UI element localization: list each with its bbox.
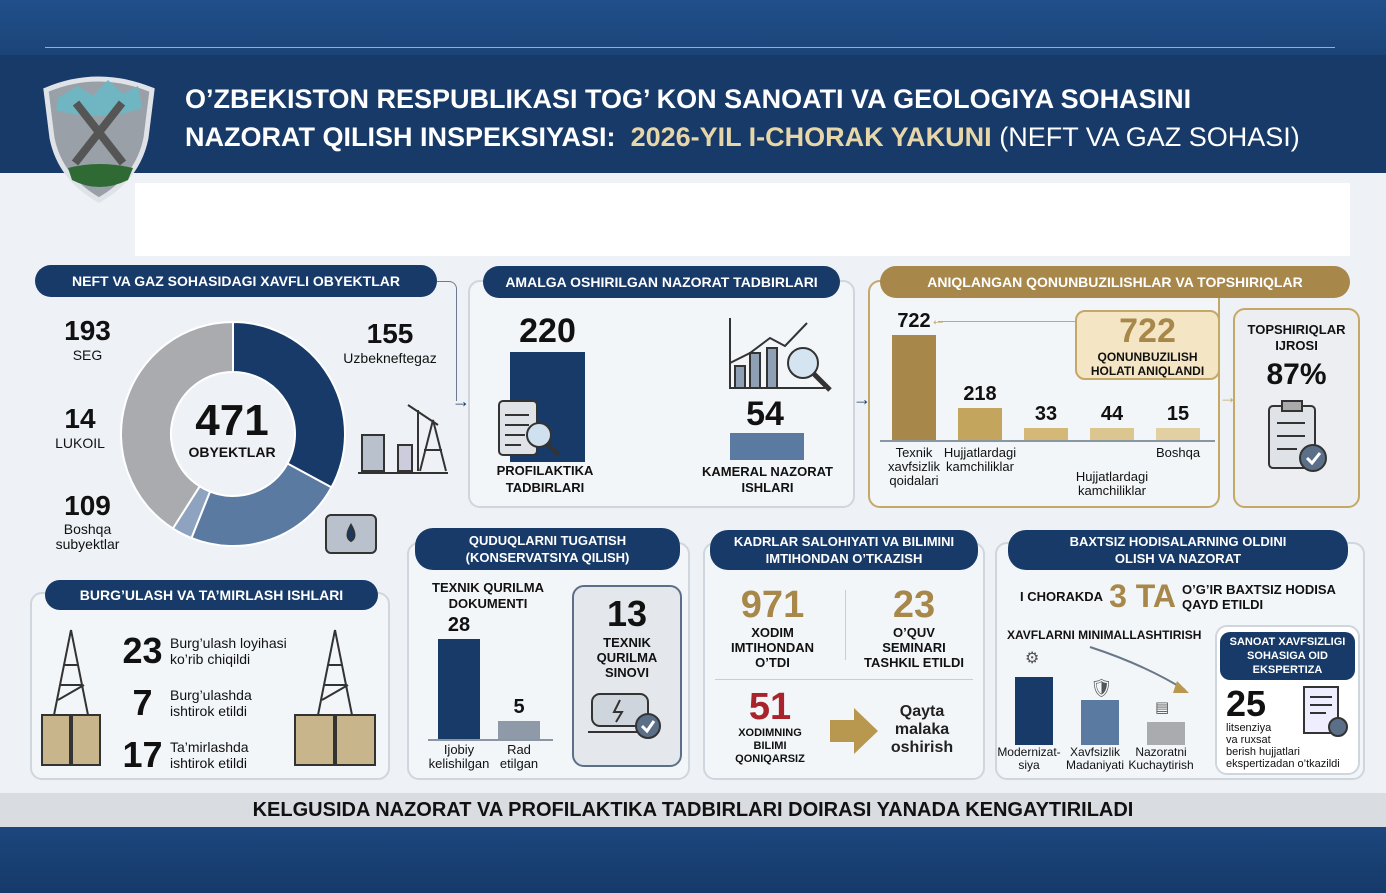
drilling-item-value: 17 bbox=[122, 734, 163, 775]
bar-category-label bbox=[1072, 470, 1152, 498]
violations-title: ANIQLANGAN QONUNBUZILISHLAR VA TOPSHIRIQLAR bbox=[880, 266, 1350, 298]
bar-axis-label: Madaniyati bbox=[1065, 758, 1125, 772]
prof-value: 220 bbox=[519, 312, 576, 350]
bar bbox=[498, 721, 540, 739]
bar-axis-label: Xavfsizlik bbox=[1069, 745, 1120, 759]
device-test-box bbox=[572, 585, 682, 767]
failed-value: 51 bbox=[748, 686, 792, 728]
title-org: NAZORAT QILISH INSPEKSIYASI: bbox=[185, 122, 616, 152]
staff-title-1: KADRLAR SALOHIYATI VA BILIMINI bbox=[733, 534, 955, 549]
accidents-pre: I CHORAKDA bbox=[1020, 589, 1104, 604]
bar-value-label: 5 bbox=[513, 696, 525, 718]
expertise-title-1: SANOAT XAVFSIZLIGI bbox=[1229, 636, 1346, 648]
failed-label-1: XODIMNING bbox=[738, 727, 802, 739]
arrow-right-icon: → bbox=[1219, 387, 1237, 407]
retraining-label-3: oshirish bbox=[890, 739, 954, 756]
donut-center bbox=[172, 398, 292, 460]
kam-bar bbox=[730, 433, 804, 460]
control-title: AMALGA OSHIRILGAN NAZORAT TADBIRLARI bbox=[483, 266, 840, 298]
passed-label-2: IMTIHONDAN bbox=[730, 640, 815, 655]
failed-label-2: BILIMI bbox=[753, 740, 787, 752]
execution-box bbox=[1233, 308, 1360, 508]
expertise-label-4: ekspertizadan o’tkazildi bbox=[1226, 758, 1340, 770]
passed-label-1: XODIM bbox=[751, 625, 794, 640]
accidents-title-1: BAXTSIZ HODISALARNING OLDINI bbox=[1069, 534, 1287, 549]
divider bbox=[845, 590, 846, 660]
accidents-title bbox=[1008, 530, 1348, 570]
bar bbox=[1081, 700, 1119, 745]
passed-label-3: O’TDI bbox=[755, 655, 790, 670]
doc-label bbox=[418, 580, 558, 612]
bar-value-label: 33 bbox=[1034, 403, 1058, 425]
bar-axis-label: Rad bbox=[507, 742, 531, 757]
bar-value-label: 218 bbox=[963, 383, 997, 406]
page-title bbox=[185, 80, 1365, 156]
violations-total: 722 bbox=[1119, 312, 1176, 350]
drilling-item bbox=[115, 625, 305, 677]
bar bbox=[958, 408, 1002, 440]
retraining-label-2: malaka bbox=[894, 721, 950, 738]
accidents-post-2: QAYD ETILDI bbox=[1182, 596, 1264, 612]
divider bbox=[715, 679, 973, 680]
uz-name: Uzbekneftegaz bbox=[343, 350, 437, 366]
drilling-item-label: ishtirok etildi bbox=[170, 755, 248, 771]
violations-total-label-1: QONUNBUZILISH bbox=[1097, 350, 1198, 364]
bar bbox=[1015, 677, 1053, 745]
device-test-label-1: TEXNIK bbox=[603, 635, 651, 650]
bar bbox=[1147, 722, 1185, 745]
kam-bar-area bbox=[730, 412, 804, 460]
device-test-label-2: QURILMA bbox=[596, 650, 658, 665]
staff-title-2: IMTIHONDAN O’TKAZISH bbox=[765, 551, 923, 566]
objects-total-label: OBYEKTLAR bbox=[188, 444, 276, 460]
arrow-right-icon: → bbox=[452, 391, 470, 411]
seg-value: 193 bbox=[64, 315, 111, 346]
arrow-right-icon bbox=[830, 708, 878, 754]
kam-value: 54 bbox=[746, 395, 784, 433]
expertise-label-3: berish hujjatlari bbox=[1226, 746, 1300, 758]
prof-label-1: PROFILAKTIKA bbox=[496, 463, 594, 478]
bar-axis-label: Modernizat- bbox=[997, 745, 1061, 759]
violations-total-label-2: HOLATI ANIQLANDI bbox=[1090, 364, 1205, 378]
doc-label-1: TEXNIK QURILMA bbox=[432, 580, 544, 595]
drilling-item-label: ko’rib chiqildi bbox=[170, 651, 251, 667]
lukoil-value: 14 bbox=[64, 403, 96, 434]
bar bbox=[1156, 428, 1200, 440]
risk-title: XAVFLARNI MINIMALLASHTIRISH bbox=[1007, 628, 1202, 642]
prof-label bbox=[485, 462, 605, 496]
expertise-value: 25 bbox=[1226, 683, 1267, 724]
bar-value-label: 44 bbox=[1100, 403, 1124, 425]
expertise-label bbox=[1226, 722, 1340, 770]
bar-value-label: 15 bbox=[1166, 403, 1190, 425]
label-boshqa bbox=[45, 490, 130, 552]
bar-axis-label: qoidalari bbox=[889, 473, 939, 488]
expertise-title bbox=[1220, 632, 1355, 680]
bar-axis-label: kamchiliklar bbox=[1078, 483, 1146, 498]
bar-category-label bbox=[1058, 746, 1132, 772]
generator-check-icon bbox=[582, 680, 672, 742]
bar-axis-label: xavfsizlik bbox=[887, 459, 940, 474]
wells-bar-chart bbox=[428, 615, 553, 741]
blank-banner bbox=[135, 183, 1350, 256]
seminars-stat bbox=[850, 585, 978, 670]
bar-axis-label: etilgan bbox=[499, 756, 539, 771]
kam-label bbox=[695, 464, 840, 496]
drilling-item-label: Burg’ulash loyihasi bbox=[170, 635, 287, 651]
boshqa-value: 109 bbox=[64, 490, 111, 521]
expertise-title-3: EKSPERTIZA bbox=[1252, 664, 1323, 676]
execution-percent: 87% bbox=[1266, 358, 1327, 391]
failed-stat bbox=[715, 687, 825, 766]
bar-axis-label: Ijobiy bbox=[443, 742, 475, 757]
seminars-label-3: TASHKIL ETILDI bbox=[864, 655, 964, 670]
lukoil-name: LUKOIL bbox=[55, 435, 105, 451]
clipboard-check-icon bbox=[495, 395, 565, 460]
inspection-form-icon: ▤ bbox=[1155, 699, 1170, 716]
failed-label-3: QONIQARSIZ bbox=[735, 753, 805, 765]
drilling-item-label: ishtirok etildi bbox=[170, 703, 248, 719]
bar-axis-label: Hujjatlardagi bbox=[1075, 469, 1149, 484]
expertise-label-2: va ruxsat bbox=[1226, 734, 1271, 746]
title-line-1: O’ZBEKISTON RESPUBLIKASI TOG’ KON SANOATI VA GEOLOGIYA SOHASINI bbox=[185, 84, 1192, 114]
bar-axis-label: Boshqa bbox=[1155, 445, 1201, 460]
device-test-value: 13 bbox=[606, 593, 648, 634]
bar-chart-magnifier-icon bbox=[725, 318, 840, 393]
bar-category-label bbox=[480, 743, 558, 771]
label-seg bbox=[55, 315, 120, 363]
bar-axis-label: siya bbox=[1018, 758, 1040, 772]
oil-tank-icon bbox=[322, 505, 384, 557]
device-test-label bbox=[574, 635, 680, 680]
retraining-label bbox=[878, 703, 966, 757]
title-sector: (NEFT VA GAZ SOHASI) bbox=[999, 122, 1300, 152]
drilling-rig-icon bbox=[40, 625, 102, 770]
boshqa-name bbox=[45, 522, 130, 552]
violations-axis-labels bbox=[880, 446, 1215, 506]
accidents-post-1: O’G’IR BAXTSIZ HODISA bbox=[1182, 581, 1336, 597]
seg-name: SEG bbox=[72, 347, 103, 363]
accidents-count-value: 3 TA bbox=[1109, 578, 1177, 614]
boshqa-name-2: subyektlar bbox=[55, 536, 120, 552]
drilling-item-value: 23 bbox=[122, 630, 163, 671]
execution-label-1: TOPSHIRIQLAR bbox=[1247, 322, 1346, 337]
drilling-list bbox=[115, 625, 305, 781]
objects-total: 471 bbox=[195, 396, 269, 445]
bar-category-label bbox=[992, 746, 1066, 772]
wells-title bbox=[415, 528, 680, 570]
accidents-title-2: OLISH VA NAZORAT bbox=[1114, 551, 1242, 566]
seminars-label-2: SEMINARI bbox=[882, 640, 946, 655]
seminars-value: 23 bbox=[892, 584, 936, 626]
bar-axis-label: Kuchaytirish bbox=[1128, 758, 1194, 772]
accidents-post bbox=[1182, 582, 1336, 612]
uz-value: 155 bbox=[366, 318, 414, 349]
drilling-item bbox=[115, 677, 305, 729]
drilling-item bbox=[115, 729, 305, 781]
passed-stat bbox=[710, 585, 835, 670]
clipboard-check-icon bbox=[1257, 398, 1337, 478]
oil-pump-icon bbox=[358, 395, 450, 475]
donut-slice bbox=[191, 464, 331, 546]
retraining-label-1: Qayta bbox=[899, 703, 945, 720]
drilling-item-label: Ta’mirlashda bbox=[170, 739, 249, 755]
execution-label-2: IJROSI bbox=[1275, 338, 1318, 353]
label-uzbekneftegaz bbox=[335, 318, 445, 366]
footer-banner: KELGUSIDA NAZORAT VA PROFILAKTIKA TADBIRLARI DOIRASI YANADA KENGAYTIRILADI bbox=[0, 793, 1386, 827]
title-period: 2026-YIL I-CHORAK YAKUNI bbox=[630, 122, 992, 152]
wells-title-2: (KONSERVATSIYA QILISH) bbox=[465, 550, 630, 565]
bar-value-label: 28 bbox=[447, 614, 471, 636]
gears-icon: ⚙ bbox=[1025, 650, 1040, 667]
bar-category-label bbox=[940, 446, 1020, 474]
prof-label-2: TADBIRLARI bbox=[505, 480, 585, 495]
arrow-right-icon: → bbox=[853, 389, 871, 409]
shield-hands-icon: 🛡 bbox=[1090, 678, 1113, 698]
expertise-label-1: litsenziya bbox=[1226, 722, 1272, 734]
boshqa-name-1: Boshqa bbox=[63, 521, 112, 537]
seminars-label-1: O’QUV bbox=[893, 625, 935, 640]
staff-title bbox=[710, 530, 978, 570]
bar-axis-label: Nazoratni bbox=[1135, 745, 1187, 759]
drilling-rig-icon bbox=[293, 625, 378, 770]
accidents-count bbox=[1020, 578, 1336, 615]
bar-axis-label: Texnik bbox=[895, 445, 933, 460]
bar bbox=[1024, 428, 1068, 440]
title-line-2 bbox=[185, 118, 1365, 156]
bar-axis-label: kelishilgan bbox=[428, 756, 490, 771]
bottom-band bbox=[0, 827, 1386, 893]
bar bbox=[892, 335, 936, 440]
bar-category-label bbox=[1124, 746, 1198, 772]
passed-value: 971 bbox=[740, 584, 805, 626]
doc-label-2: DOKUMENTI bbox=[448, 596, 528, 611]
label-lukoil bbox=[50, 403, 110, 451]
drilling-title: BURG’ULASH VA TA’MIRLASH ISHLARI bbox=[45, 580, 378, 610]
bar-value-label: 722 bbox=[897, 310, 931, 332]
kam-label-1: KAMERAL NAZORAT bbox=[702, 464, 833, 479]
kam-label-2: ISHLARI bbox=[741, 480, 794, 495]
objects-title: NEFT VA GAZ SOHASIDAGI XAVFLI OBYEKTLAR bbox=[35, 265, 437, 297]
bar-category-label bbox=[1138, 446, 1218, 460]
expertise-title-2: SOHASIGA OID bbox=[1247, 650, 1328, 662]
bar bbox=[1090, 428, 1134, 440]
pointer-arrow-line bbox=[938, 321, 1075, 322]
bar-axis-label: kamchiliklar bbox=[946, 459, 1014, 474]
wells-title-1: QUDUQLARNI TUGATISH bbox=[468, 533, 627, 548]
drilling-item-label: Burg’ulashda bbox=[170, 687, 252, 703]
device-test-label-3: SINOVI bbox=[604, 665, 650, 680]
drilling-item-value: 7 bbox=[132, 682, 153, 723]
arrow-left-icon: ← bbox=[930, 312, 946, 329]
divider bbox=[45, 47, 1335, 48]
violations-total-box bbox=[1075, 310, 1220, 380]
bar bbox=[438, 639, 480, 739]
bar-axis-label: Hujjatlardagi bbox=[943, 445, 1017, 460]
